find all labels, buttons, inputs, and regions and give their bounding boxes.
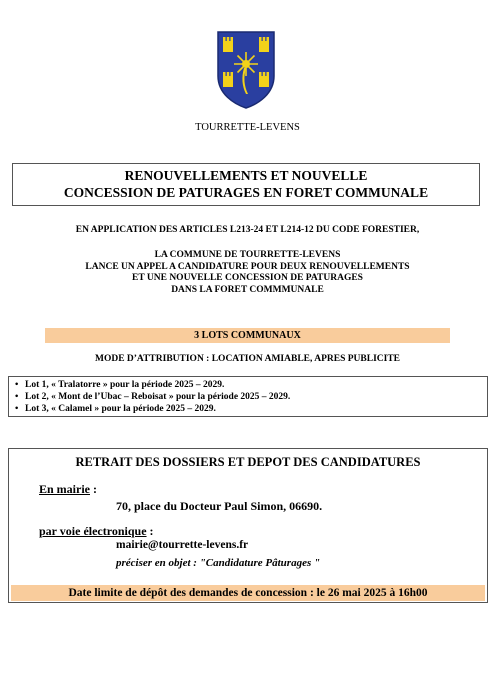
title-line-1: RENOUVELLEMENTS ET NOUVELLE <box>124 168 368 183</box>
deadline-banner: Date limite de dépôt des demandes de concession : le 26 mai 2025 à 16h00 <box>11 585 485 601</box>
subject-note: préciser en objet : "Candidature Pâturages " <box>116 557 321 569</box>
lots-list-box <box>8 376 488 417</box>
intro-line-4: DANS LA FORET COMMMUNALE <box>171 284 324 295</box>
mairie-label: En mairie <box>39 482 90 496</box>
mairie-address: 70, place du Docteur Paul Simon, 06690. <box>116 499 323 513</box>
intro-line-1: LA COMMUNE DE TOURRETTE-LEVENS <box>154 250 341 260</box>
title-line-2: CONCESSION DE PATURAGES EN FORET COMMUNALE <box>63 185 429 200</box>
intro-text <box>0 250 495 296</box>
mairie-line <box>39 480 97 498</box>
email-address[interactable]: mairie@tourrette-levens.fr <box>116 539 249 551</box>
legal-reference: EN APPLICATION DES ARTICLES L213-24 ET L214-12 DU CODE FORESTIER, <box>75 225 420 235</box>
lots-heading: 3 LOTS COMMUNAUX <box>45 328 450 343</box>
attribution-mode: MODE D’ATTRIBUTION : LOCATION AMIABLE, APRES PUBLICITE <box>94 354 400 364</box>
lots-list <box>15 379 487 415</box>
document-title <box>12 163 480 206</box>
lot-item: • Lot 2, « Mont de l’Ubac – Reboisat » pour la période 2025 – 2029. <box>15 391 487 403</box>
intro-line-3: ET UNE NOUVELLE CONCESSION DE PATURAGES <box>132 273 363 283</box>
electronic-colon: : <box>146 524 154 538</box>
mairie-colon: : <box>90 482 97 496</box>
coat-of-arms-icon <box>216 30 276 110</box>
lot-item: • Lot 1, « Tralatorre » pour la période 2025 – 2029. <box>15 379 487 391</box>
electronic-line <box>39 522 154 540</box>
commune-name: TOURRETTE-LEVENS <box>195 122 300 133</box>
lot-item: • Lot 3, « Calamel » pour la période 2025 – 2029. <box>15 403 487 415</box>
electronic-label: par voie électronique <box>39 524 147 538</box>
intro-line-2: LANCE UN APPEL A CANDIDATURE POUR DEUX RENOUVELLEMENTS <box>85 261 410 272</box>
depot-title: RETRAIT DES DOSSIERS ET DEPOT DES CANDIDATURES <box>75 455 421 469</box>
depot-box <box>8 448 488 603</box>
